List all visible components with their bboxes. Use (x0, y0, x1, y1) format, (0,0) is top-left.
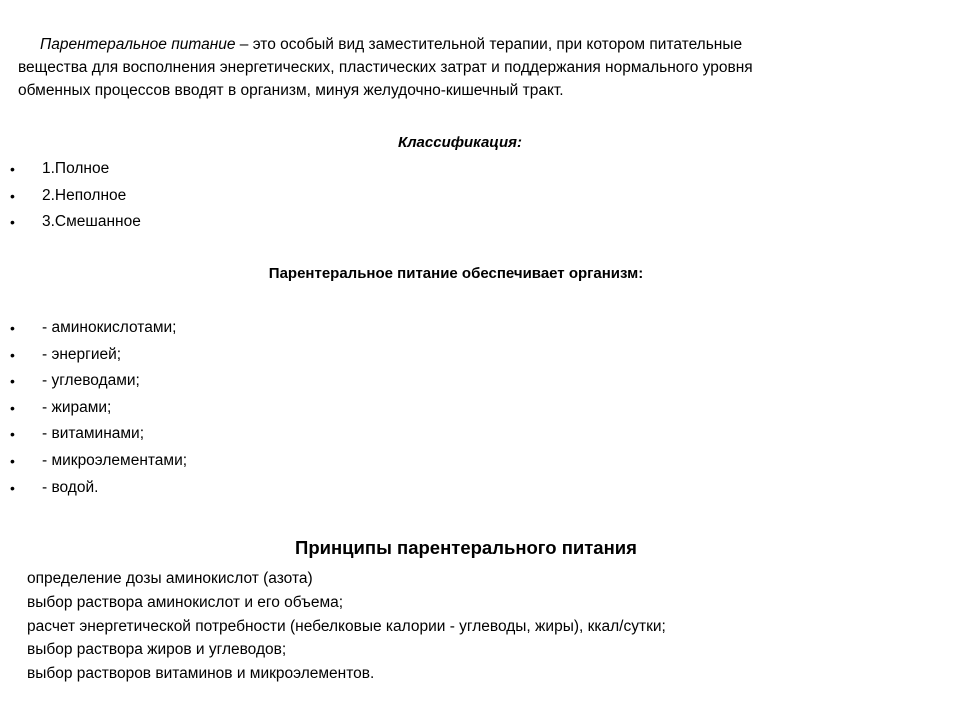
list-item-text: 2.Неполное (42, 186, 127, 204)
bullet-icon: • (10, 187, 15, 204)
list-item: расчет энергетической потребности (небелковые калории - углеводы, жиры), ккал/сутки; (27, 617, 666, 635)
intro-line-2: вещества для восполнения энергетических, пластических затрат и поддержания нормального уровня (18, 59, 753, 76)
list-item-text: - жирами; (42, 398, 112, 416)
list-item: выбор раствора аминокислот и его объема; (27, 593, 344, 611)
list-item: выбор растворов витаминов и микроэлементов. (27, 665, 375, 683)
list-item (0, 344, 187, 371)
list-item (0, 450, 187, 477)
provides-list (0, 317, 187, 503)
list-item-text: - витаминами; (42, 425, 145, 443)
bullet-icon: • (10, 346, 15, 363)
bullet-icon: • (10, 161, 15, 177)
list-item-text: 3.Смешанное (42, 213, 141, 231)
list-item (0, 185, 141, 212)
bullet-icon: • (10, 479, 15, 496)
list-item (0, 158, 141, 185)
classification-list (0, 158, 141, 238)
classification-heading: Классификация: (398, 134, 522, 151)
bullet-icon: • (10, 214, 15, 231)
list-item-text: 1.Полное (42, 160, 110, 177)
bullet-icon: • (10, 399, 15, 416)
list-item (0, 477, 187, 504)
intro-term: Парентеральное питание (40, 36, 236, 53)
list-item: определение дозы аминокислот (азота) (27, 570, 313, 587)
bullet-icon: • (10, 320, 15, 336)
intro-line-1 (18, 33, 858, 56)
principles-list (27, 568, 666, 687)
list-item (0, 370, 187, 397)
list-item-text: - аминокислотами; (42, 319, 177, 336)
list-item-text: - углеводами; (42, 372, 140, 390)
list-item: выбор раствора жиров и углеводов; (27, 641, 287, 659)
list-item-text: - энергией; (42, 345, 122, 363)
intro-line-1-rest: – это особый вид заместительной терапии, при котором питательные (235, 36, 743, 53)
list-item (0, 317, 187, 344)
bullet-icon: • (10, 373, 15, 390)
list-item-text: - микроэлементами; (42, 451, 188, 469)
bullet-icon: • (10, 452, 15, 469)
list-item (0, 397, 187, 424)
principles-heading: Принципы парентерального питания (295, 537, 637, 558)
intro-line-3: обменных процессов вводят в организм, минуя желудочно-кишечный тракт. (18, 82, 564, 99)
bullet-icon: • (10, 426, 15, 443)
provides-heading: Парентеральное питание обеспечивает организм: (268, 265, 644, 282)
intro-paragraph (18, 33, 858, 102)
list-item (0, 423, 187, 450)
list-item-text: - водой. (42, 478, 99, 496)
list-item (0, 211, 141, 238)
